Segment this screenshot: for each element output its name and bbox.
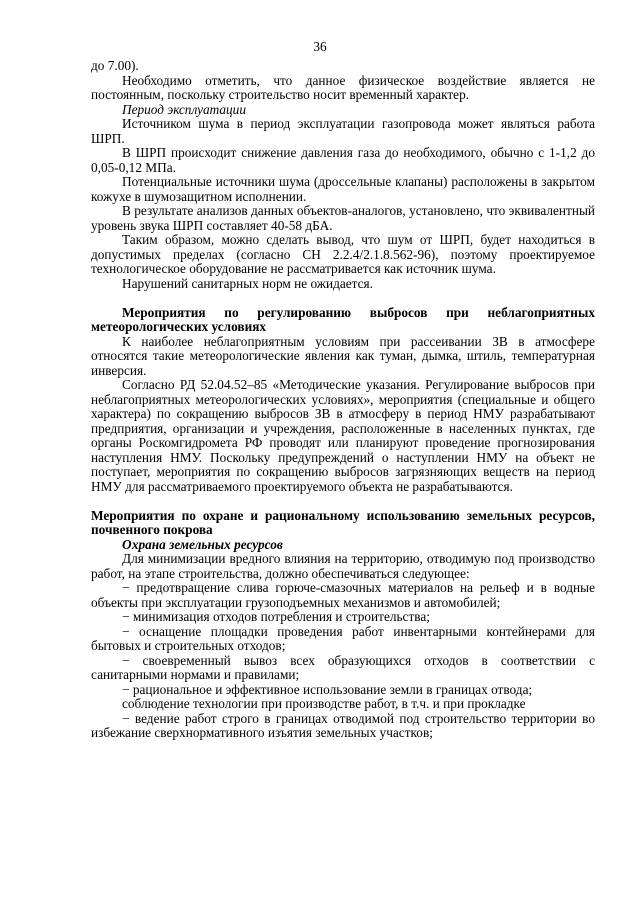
paragraph: В ШРП происходит снижение давления газа до необходимого, обычно с 1-1,2 до 0,05-0,12 МПа. [91, 145, 595, 175]
paragraph: Необходимо отметить, что данное физическое воздействие является не постоянным, поскольку строительство носит временный характер. [91, 72, 595, 102]
list-item: − рациональное и эффективное использование земли в границах отвода; [122, 681, 533, 697]
list-item: − своевременный вывоз всех образующихся отходов в соответствии с санитарными нормами и правилами; [91, 652, 595, 682]
spacer [91, 291, 595, 306]
list-item: − предотвращение слива горюче-смазочных материалов на рельеф и в водные объекты при эксплуатации грузоподъемных механизмов и автомобилей; [91, 580, 595, 610]
list-item: − оснащение площадки проведения работ инвентарными контейнерами для бытовых и строительных отходов; [91, 623, 595, 653]
page-number: 36 [313, 39, 327, 54]
paragraph: К наиболее неблагоприятным условиям при рассеивании ЗВ в атмосфере относятся такие метеорологические явления как туман, дымка, штиль, температурная инверсия. [91, 333, 595, 378]
paragraph: до 7.00). [91, 58, 139, 73]
paragraph: Для минимизации вредного влияния на территорию, отводимую под производство работ, на этапе строительства, должно обеспечиваться следующее: [91, 551, 595, 581]
document-body [91, 59, 595, 741]
paragraph: Источником шума в период эксплуатации газопровода может являться работа ШРП. [91, 116, 595, 146]
paragraph: Потенциальные источники шума (дроссельные клапаны) расположены в закрытом кожухе в шумозащитном исполнении. [91, 174, 595, 204]
list-item: − ведение работ строго в границах отводимой под строительство территории во избежание сверхнормативного изъятия земельных участков; [91, 710, 595, 740]
paragraph: В результате анализов данных объектов-аналогов, установлено, что эквивалентный уровень звука ШРП составляет 40-58 дБА. [91, 203, 595, 233]
list-item: − минимизация отходов потребления и строительства; [122, 609, 430, 624]
paragraph: Нарушений санитарных норм не ожидается. [122, 275, 373, 291]
paragraph: соблюдение технологии при производстве работ, в т.ч. и при прокладке [122, 696, 526, 711]
spacer [91, 494, 595, 509]
section-heading: Мероприятия по регулированию выбросов при неблагоприятных метеорологических условиях [91, 304, 595, 334]
section-heading: Мероприятия по охране и рациональному использованию земельных ресурсов, почвенного покрова [91, 507, 595, 537]
paragraph: Таким образом, можно сделать вывод, что шум от ШРП, будет находиться в допустимых пределах (согласно СН 2.2.4/2.1.8.562-96), поэтому проектируемое технологическое оборудование не рассматривается как источник шума. [91, 232, 595, 276]
section-subheading: Период эксплуатации [122, 101, 246, 117]
paragraph: Согласно РД 52.04.52–85 «Методические указания. Регулирование выбросов при неблагоприятных метеорологических условиях», мероприятия (специальные и общего характера) по сокращению выбросов ЗВ в атмосферу в период НМУ разрабатывают предприятия, организации и учреждения, расположенные в населенных пунктах, где органы Роскомгидромета РФ проводят или планируют проведение прогнозирования наступления НМУ. Поскольку предупреждений о наступлении НМУ на объект не поступает, мероприятия по сокращению выбросов загрязняющих веществ на период НМУ для рассматриваемого проектируемого объекта не разрабатываются. [91, 377, 595, 494]
section-subheading: Охрана земельных ресурсов [122, 536, 283, 552]
